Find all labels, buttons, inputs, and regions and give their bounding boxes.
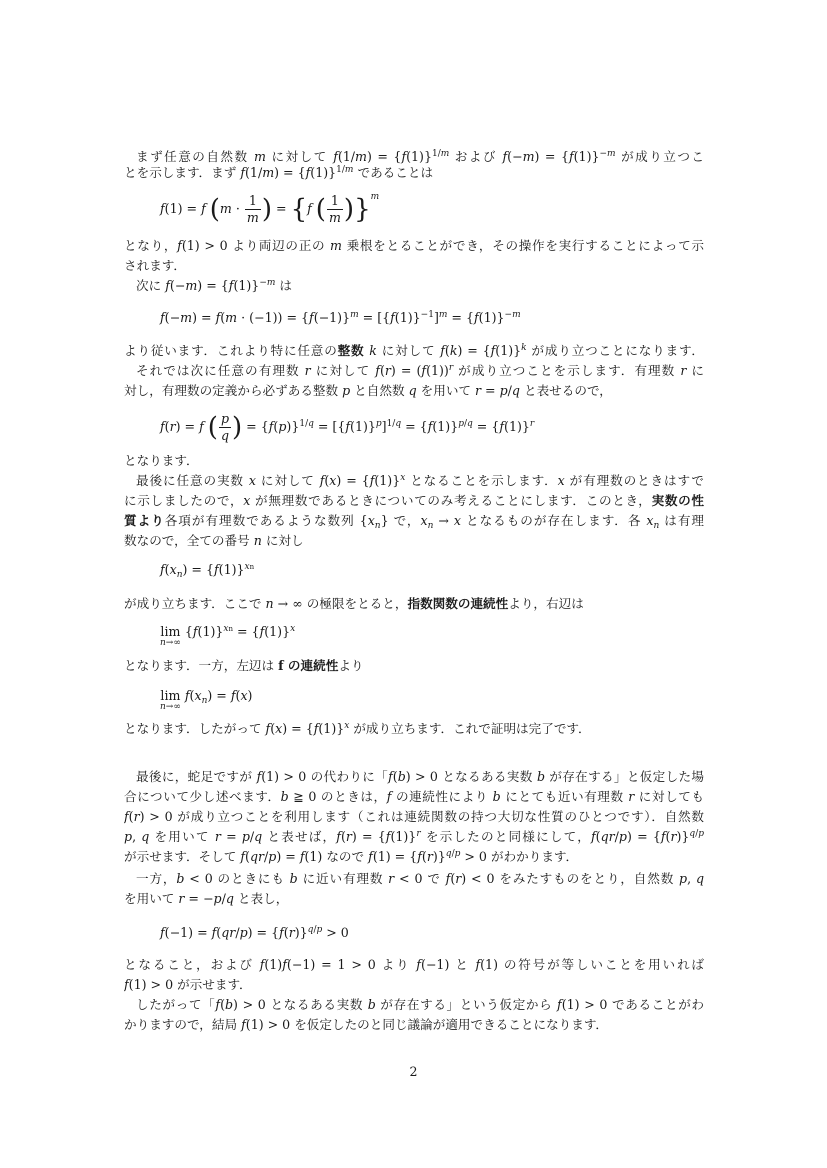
text-line: 数なので，全ての番号 n に対し [124, 533, 304, 548]
text-line: が成り立ちます．ここで n → ∞ の極限をとると，指数関数の連続性より，右辺は [124, 596, 584, 611]
emphasis-f-continuity: f の連続性 [278, 658, 339, 673]
emphasis-real-property: 実数の性 [651, 493, 704, 508]
text-line: となります．一方，左辺は f の連続性より [124, 658, 364, 673]
text-line: f(r) > 0 が成り立つことを利用します（これは連続関数の持つ大切な性質のひとつです）．自然数 [124, 809, 704, 824]
text-line: したがって「f(b) > 0 となるある実数 b が存在する」という仮定から f(1) > 0 であることがわ [136, 997, 704, 1012]
text-line: それでは次に任意の有理数 r に対して $f(r) = (f(1))^r$ が成り立つことを示します．有理数 r に [136, 363, 704, 378]
equation: $f(x_n) = \{f(1)\}^{xn}$ [160, 562, 255, 580]
text-line: かりますので，結局 f(1) > 0 を仮定したのと同じ議論が適用できることになります． [124, 1017, 609, 1032]
text-line: 合について少し述べます．b ≧ 0 のときは，f の連続性により b にとても近い有理数 r に対しても [124, 789, 704, 804]
text-line: を用いて r = −p/q と表し， [124, 891, 289, 906]
text-line: が示せます．そして f(qr/p) = f(1) なので $f(1) = \{f(r)\}^{q/p} > 0$ がわかります． [124, 849, 579, 864]
text-line: されます． [124, 258, 186, 273]
text-line: に示しましたので，x が無理数であるときについてのみ考えることにします．このとき，実数の性 [124, 493, 704, 508]
text-line: 一方，b < 0 のときにも b に近い有理数 r < 0 で f(r) < 0 をみたすものをとり，自然数 p, q [136, 871, 704, 886]
text-line: 対し，有理数の定義から必ずある整数 p と自然数 q を用いて r = p/q と表せるので， [124, 383, 612, 398]
emphasis-integer: 整数 [337, 343, 365, 358]
text-line: まず任意の自然数 m に対して $f(1/m) = \{f(1)\}^{1/m}$ および $f(-m) = \{f(1)\}^{-m}$ が成り立つこ [136, 149, 704, 164]
text-line: 最後に，蛇足ですが f(1) > 0 の代わりに「f(b) > 0 となるある実数 b が存在する」と仮定した場 [136, 769, 704, 784]
equation: lim n→∞ $\{f(1)\}^{xn} = \{f(1)\}^x$ [160, 624, 296, 648]
page-number: 2 [409, 1064, 418, 1079]
equation: f(r) = f ( $\frac{p}{q}$ ) = $\{f(p)\}^{1/q} = [\{f(1)\}^p]^{1/q} = \{f(1)\}^{p/q} = \{f(1)\}^r$ [160, 411, 535, 443]
text-line: となります．したがって $f(x) = \{f(1)\}^x$ が成り立ちます．これで証明は完了です． [124, 721, 591, 736]
text-line: となり，f(1) > 0 より両辺の正の m 乗根をとることができ，その操作を実行することによって示 [124, 238, 704, 253]
text-line: 最後に任意の実数 x に対して $f(x) = \{f(1)\}^x$ となることを示します．x が有理数のときはすで [136, 473, 704, 488]
text-line: となること，および f(1)f(−1) = 1 > 0 より f(−1) と f(1) の符号が等しいことを用いれば [124, 957, 704, 972]
equation: $f(-1) = f(qr/p) = \{f(r)\}^{q/p} > 0$ [160, 925, 349, 940]
equation: $f(-m) = f(m \cdot (-1)) = \{f(-1)\}^m = [\{f(1)\}^{-1}]^m = \{f(1)\}^{-m}$ [160, 310, 521, 325]
text-line: 質より各項が有理数であるような数列 $\{x_n\}$ で，$x_n \to x$ となるものが存在します．各 $x_n$ は有理 [124, 513, 704, 529]
emphasis-property-yori: 質より [124, 513, 165, 528]
equation: f(1) = f (m · $\frac{1}{m}$ ) = {f ( $\frac{1}{m}$ )}$^m$ [160, 192, 380, 225]
text-line: f(1) > 0 が示せます． [124, 977, 252, 992]
emphasis-exp-continuity: 指数関数の連続性 [407, 596, 509, 611]
text-line: より従います．これより特に任意の整数 k に対して $f(k) = \{f(1)\}^k$ が成り立つことになります． [124, 343, 704, 358]
text-line: とを示します．まず $f(1/m) = \{f(1)\}^{1/m}$ であることは [124, 165, 434, 180]
text-line: となります． [124, 453, 199, 468]
text-line: 次に $f(-m) = \{f(1)\}^{-m}$ は [136, 278, 293, 293]
equation: lim n→∞ $f(x_n) = f(x)$ [160, 688, 253, 712]
text-line: p, q を用いて r = p/q と表せば，$f(r) = \{f(1)\}^r$ を示したのと同様にして，$f(qr/p) = \{f(r)\}^{q/p}$ [124, 829, 704, 844]
